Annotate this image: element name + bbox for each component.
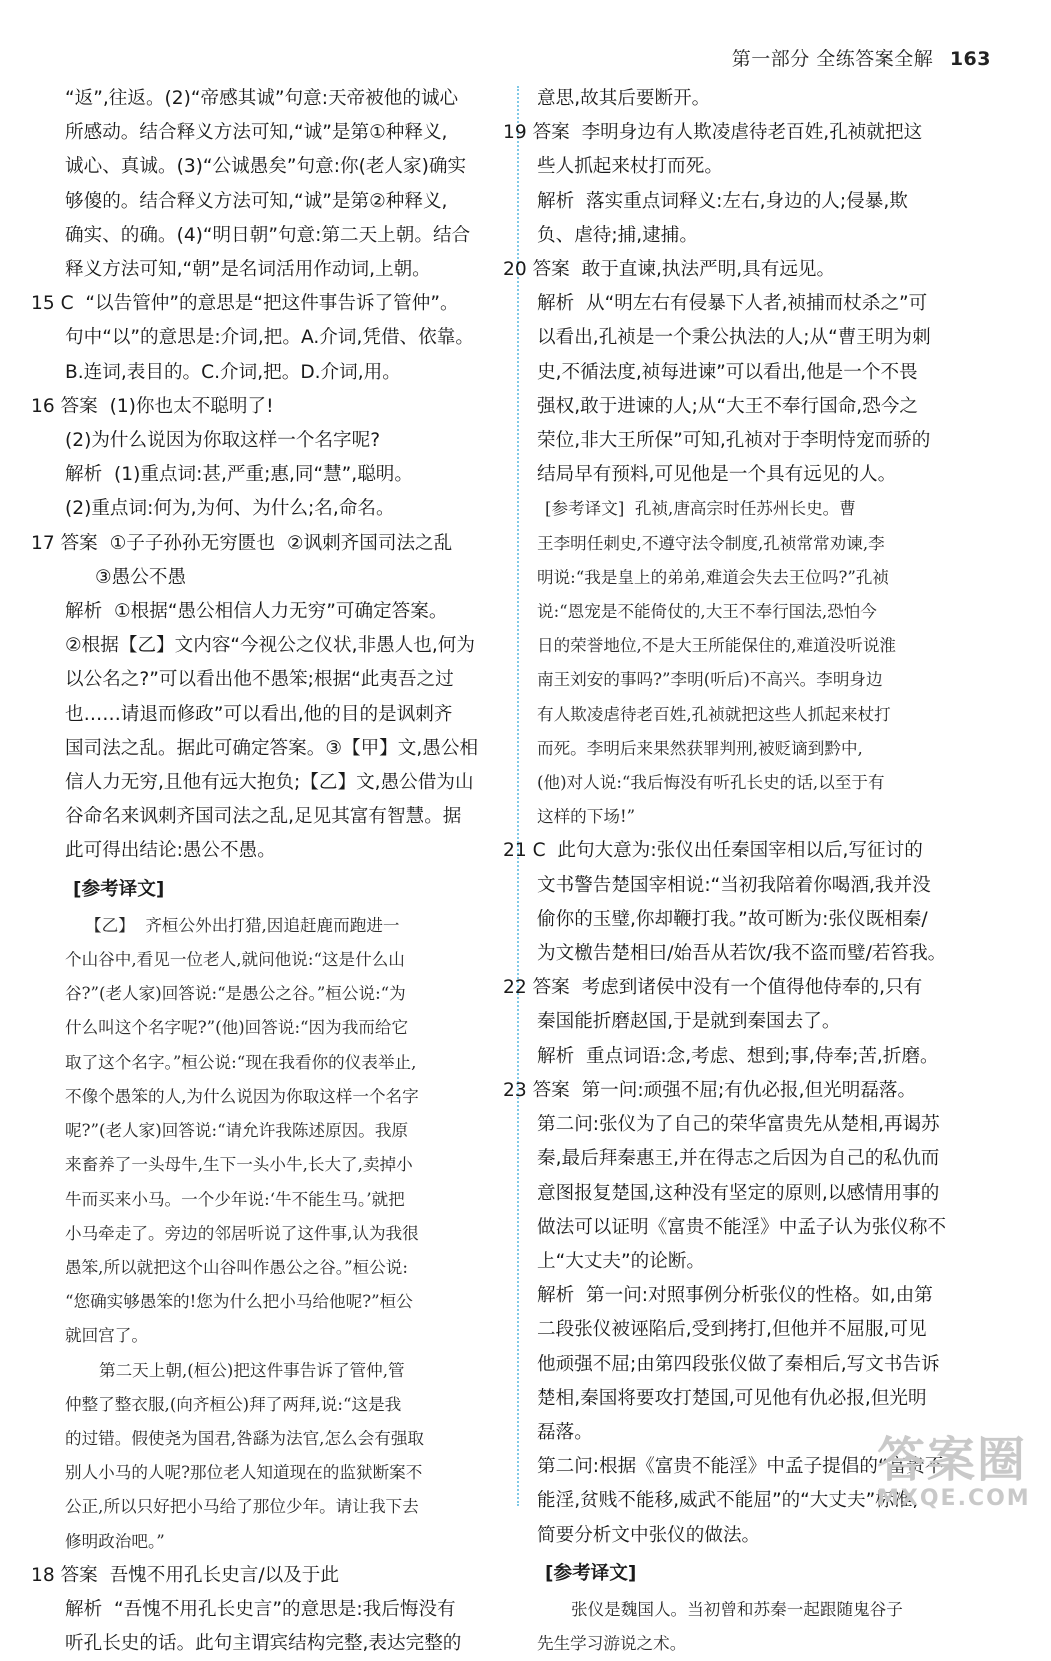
answer-21: 21 C 此句大意为:张仪出任秦国宰相以后,写征讨的 <box>503 840 923 862</box>
translation-line: 王李明任刺史,不遵守法令制度,孔祯常常劝谏,李 <box>537 533 885 553</box>
answer-20: 20 答案 敢于直谏,执法严明,具有远见。 <box>503 259 836 281</box>
analysis-22: 解析 重点词语:念,考虑、想到;事,侍奉;苦,折磨。 <box>537 1045 939 1067</box>
section-title: 第一部分 全练答案全解 <box>731 48 934 70</box>
answer-17: 17 答案 ①子子孙孙无穷匮也 ②讽刺齐国司法之乱 <box>31 532 453 554</box>
translation-line: 牛而买来小马。一个少年说:‘牛不能生马。’就把 <box>65 1189 405 1209</box>
text-line: ②根据【乙】文内容“今视公之仪状,非愚人也,何为 <box>65 635 475 657</box>
translation-line: (他)对人说:“我后悔没有听孔长史的话,以至于有 <box>537 773 885 793</box>
text-line: 为文檄告楚相曰/始吾从若饮/我不盗而璧/若笞我。 <box>537 943 947 965</box>
translation-line: 明说:“我是皇上的弟弟,难道会失去王位吗?”孔祯 <box>537 567 890 587</box>
text-line: 够傻的。结合释义方法可知,“诚”是第②种释义, <box>65 190 448 212</box>
answer-18: 18 答案 吾愧不用孔长史言/以及于此 <box>31 1564 339 1586</box>
translation-heading: [参考译文] <box>545 1562 637 1584</box>
text-line: 第二问:张仪为了自己的荣华富贵先从楚相,再谒苏 <box>537 1114 940 1136</box>
answer-16: 16 答案 (1)你也太不聪明了! <box>31 395 274 417</box>
text-line: 第二问:根据《富贵不能淫》中孟子提倡的“富贵不 <box>537 1456 944 1478</box>
text-line: 结局早有预料,可见他是一个具有远见的人。 <box>537 464 897 486</box>
answer-15: 15 C “以告管仲”的意思是“把这件事告诉了管仲”。 <box>31 293 459 315</box>
translation-line: 就回宫了。 <box>65 1326 148 1346</box>
text-line: 磊落。 <box>537 1421 593 1443</box>
analysis-18: 解析 “吾愧不用孔长史言”的意思是:我后悔没有 <box>65 1598 456 1620</box>
text-line: 荣位,非大王所保”可知,孔祯对于李明恃宠而骄的 <box>537 430 931 452</box>
translation-line: 这样的下场!” <box>537 807 636 827</box>
translation-line: 什么叫这个名字呢?”(他)回答说:“因为我而给它 <box>65 1018 409 1038</box>
text-line: 强权,敢于进谏的人;从“大王不奉行国命,恐今之 <box>537 395 919 417</box>
translation-line: 南王刘安的事吗?”李明(听后)不高兴。李明身边 <box>537 670 883 690</box>
text-line: 二段张仪被诬陷后,受到拷打,但他并不屈服,可见 <box>537 1319 927 1341</box>
text-line: 释义方法可知,“朝”是名词活用作动词,上朝。 <box>65 259 431 281</box>
analysis-20: 解析 从“明左右有侵暴下人者,祯捕而杖杀之”可 <box>537 293 928 315</box>
translation-heading: [参考译文] <box>73 878 165 900</box>
text-line: 意思,故其后要断开。 <box>537 88 711 109</box>
translation-line: [参考译文] 孔祯,唐高宗时任苏州长史。曹 <box>545 499 856 519</box>
translation-line: 呢?”(老人家)回答说:“请允许我陈述原因。我原 <box>65 1121 409 1141</box>
text-line: 负、虐待;捕,逮捕。 <box>537 224 698 246</box>
translation-line: 的过错。假使尧为国君,咎繇为法官,怎么会有强取 <box>65 1428 425 1448</box>
translation-line: 取了这个名字。”桓公说:“现在我看你的仪表举止, <box>65 1052 417 1072</box>
left-column <box>31 82 503 1661</box>
translation-line: 说:“恩宠是不能倚仗的,大王不奉行国法,恐怕今 <box>537 602 877 622</box>
translation-line: 别人小马的人呢?那位老人知道现在的监狱断案不 <box>65 1463 423 1483</box>
column-divider <box>517 86 519 1506</box>
text-line: 秦国能折磨赵国,于是就到秦国去了。 <box>537 1011 841 1033</box>
translation-line: 仲整了整衣服,(向齐桓公)拜了两拜,说:“这是我 <box>65 1394 402 1414</box>
translation-line: 【乙】 齐桓公外出打猎,因追赶鹿而跑进一 <box>85 915 400 935</box>
text-line: 诚心、真诚。(3)“公诚愚矣”句意:你(老人家)确实 <box>65 156 467 178</box>
watermark <box>877 1432 1031 1524</box>
translation-line: 修明政治吧。” <box>65 1531 165 1551</box>
answer-22: 22 答案 考虑到诸侯中没有一个值得他侍奉的,只有 <box>503 977 923 999</box>
translation-line: 先生学习游说之术。 <box>537 1634 687 1654</box>
translation-line: 有人欺凌虐待老百姓,孔祯就把这些人抓起来杖打 <box>537 704 891 724</box>
translation-line: “您确实够愚笨的!您为什么把小马给他呢?”桓公 <box>65 1292 413 1312</box>
text-line: 楚相,秦国将要攻打楚国,可见他有仇必报,但光明 <box>537 1387 927 1409</box>
text-line: ③愚公不愚 <box>95 566 187 588</box>
text-line: 听孔长史的话。此句主谓宾结构完整,表达完整的 <box>65 1633 462 1655</box>
text-line: 意图报复楚国,这种没有坚定的原则,以感情用事的 <box>537 1182 940 1204</box>
text-line: 所感动。结合释义方法可知,“诚”是第①种释义, <box>65 122 448 144</box>
text-line: 以看出,孔祯是一个秉公执法的人;从“曹王明为刺 <box>537 327 931 349</box>
page-header <box>732 44 991 71</box>
text-line: (2)重点词:何为,为何、为什么;名,命名。 <box>65 498 395 520</box>
text-line: 确实、的确。(4)“明日朝”句意:第二天上朝。结合 <box>65 224 471 246</box>
translation-line: 第二天上朝,(桓公)把这件事告诉了管仲,管 <box>99 1360 405 1380</box>
answer-19: 19 答案 李明身边有人欺凌虐待老百姓,孔祯就把这 <box>503 122 923 144</box>
translation-line: 而死。李明后来果然获罪判刑,被贬谪到黔中, <box>537 738 863 758</box>
translation-line: 日的荣誉地位,不是大王所能保住的,难道没听说淮 <box>537 636 897 656</box>
translation-line: 小马牵走了。旁边的邻居听说了这件事,认为我很 <box>65 1223 419 1243</box>
text-line: (2)为什么说因为你取这样一个名字呢? <box>65 430 381 452</box>
analysis-23: 解析 第一问:对照事例分析张仪的性格。如,由第 <box>537 1285 933 1307</box>
watermark-url: MXQE.COM <box>877 1486 1031 1511</box>
text-line: 也……请退而修政”可以看出,他的目的是讽刺齐 <box>65 703 453 725</box>
text-line: 能淫,贫贱不能移,威武不能屈”的“大丈夫”标准, <box>537 1490 919 1512</box>
text-line: 些人抓起来杖打而死。 <box>537 156 723 178</box>
translation-line: 张仪是魏国人。当初曾和苏秦一起跟随鬼谷子 <box>571 1599 903 1619</box>
translation-line: 愚笨,所以就把这个山谷叫作愚公之谷。”桓公说: <box>65 1257 408 1277</box>
right-column <box>503 82 997 1661</box>
text-line: 偷你的玉璧,你却鞭打我。”故可断为:张仪既相秦/ <box>537 908 928 930</box>
answer-23: 23 答案 第一问:顽强不屈;有仇必报,但光明磊落。 <box>503 1079 917 1101</box>
text-line: 谷命名来讽刺齐国司法之乱,足见其富有智慧。据 <box>65 806 462 828</box>
text-line: B.连词,表目的。C.介词,把。D.介词,用。 <box>65 361 401 383</box>
text-line: 信人力无穷,且他有远大抱负;【乙】文,愚公借为山 <box>65 772 474 794</box>
text-line: 秦,最后拜秦惠王,并在得志之后因为自己的私仇而 <box>537 1148 940 1170</box>
analysis-19: 解析 落实重点词释义:左右,身边的人;侵暴,欺 <box>537 190 908 212</box>
translation-line: 公正,所以只好把小马给了那位少年。请让我下去 <box>65 1497 419 1517</box>
translation-line: 来畜养了一头母牛,生下一头小牛,长大了,卖掉小 <box>65 1155 413 1175</box>
text-line: 做法可以证明《富贵不能淫》中孟子认为张仪称不 <box>537 1216 947 1238</box>
text-line: 文书警告楚国宰相说:“当初我陪着你喝酒,我并没 <box>537 874 931 896</box>
translation-line: 个山谷中,看见一位老人,就问他说:“这是什么山 <box>65 950 405 970</box>
translation-line: 不像个愚笨的人,为什么说因为你取这样一个名字 <box>65 1086 419 1106</box>
text-line: 此可得出结论:愚公不愚。 <box>65 840 276 862</box>
translation-line: 谷?”(老人家)回答说:“是愚公之谷。”桓公说:“为 <box>65 984 406 1004</box>
analysis-17: 解析 ①根据“愚公相信人力无穷”可确定答案。 <box>65 601 448 623</box>
text-line: 他顽强不屈;由第四段张仪做了秦相后,写文书告诉 <box>537 1353 940 1375</box>
text-line: “返”,往返。(2)“帝感其诚”句意:天帝被他的诚心 <box>65 88 459 109</box>
text-line: 上“大丈夫”的论断。 <box>537 1250 706 1272</box>
text-line: 简要分析文中张仪的做法。 <box>537 1524 761 1546</box>
text-line: 以公名之?”可以看出他不愚笨;根据“此夷吾之过 <box>65 669 454 691</box>
text-line: 句中“以”的意思是:介词,把。A.介词,凭借、依靠。 <box>65 327 474 349</box>
page-number: 163 <box>949 48 991 70</box>
watermark-logo: 答案圈 <box>877 1432 1028 1488</box>
analysis-16: 解析 (1)重点词:甚,严重;惠,同“慧”,聪明。 <box>65 464 413 486</box>
text-line: 国司法之乱。据此可确定答案。③【甲】文,愚公相 <box>65 737 479 759</box>
text-line: 史,不循法度,祯每进谏”可以看出,他是一个不畏 <box>537 361 918 383</box>
